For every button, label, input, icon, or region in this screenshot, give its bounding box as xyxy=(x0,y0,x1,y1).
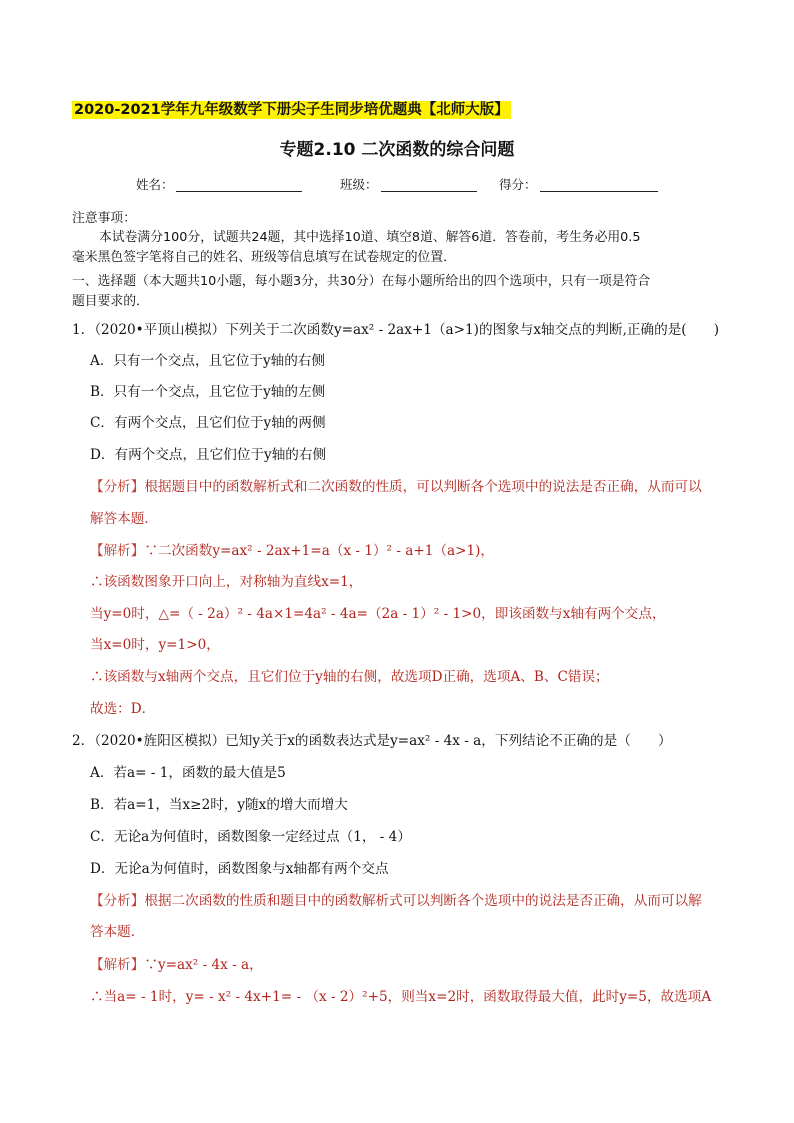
q2-solution-text: ∵y=ax² - 4x - a， xyxy=(144,957,263,973)
q1-step-5: 故选：D． xyxy=(90,701,156,717)
solution-tag: 【解析】 xyxy=(90,543,145,559)
notes-heading: 注意事项： xyxy=(72,211,136,226)
q1-option-a: A．只有一个交点，且它位于y轴的右侧 xyxy=(90,353,325,369)
q1-step-3: 当x=0时，y=1>0， xyxy=(90,637,220,653)
section-heading-2: 题目要求的． xyxy=(72,294,149,309)
q1-option-d: D．有两个交点，且它们位于y轴的右侧 xyxy=(90,447,327,463)
q2-stem: 2．（2020•旌阳区模拟）已知y关于x的函数表达式是y=ax² - 4x - a，下列结论不正确的是（ ） xyxy=(72,733,672,749)
q1-stem: 1．（2020•平顶山模拟）下列关于二次函数y=ax² - 2ax+1（a>1)的图象与x轴交点的判断,正确的是( ) xyxy=(72,322,720,338)
analysis-tag: 【分析】 xyxy=(90,479,145,495)
q2-option-d: D．无论a为何值时，函数图象与x轴都有两个交点 xyxy=(90,861,389,877)
q2-solution-line xyxy=(90,955,263,975)
q1-option-b: B．只有一个交点，且它位于y轴的左侧 xyxy=(90,384,326,400)
topic-title: 专题2.10 二次函数的综合问题 xyxy=(279,140,515,160)
class-label: 班级： xyxy=(340,177,378,192)
score-field[interactable] xyxy=(540,191,658,192)
q2-option-c: C．无论a为何值时，函数图象一定经过点（1， - 4） xyxy=(90,829,411,845)
q1-analysis-text: 根据题目中的函数解析式和二次函数的性质，可以判断各个选项中的说法是否正确，从而可以 xyxy=(144,479,702,495)
q2-step-1: ∴当a= - 1时，y= - x² - 4x+1= - （x - 2）²+5，则当x=2时，函数取得最大值，此时y=5，故选项A xyxy=(90,989,712,1005)
name-field[interactable] xyxy=(176,191,302,192)
series-title: 2020-2021学年九年级数学下册尖子生同步培优题典【北师大版】 xyxy=(74,102,509,118)
q1-analysis-line-1 xyxy=(90,477,702,497)
section-heading-1: 一、选择题（本大题共10小题，每小题3分，共30分）在每小题所给出的四个选项中，只有一项是符合 xyxy=(72,274,651,289)
name-label: 姓名： xyxy=(136,177,174,192)
q2-analysis-text: 根据二次函数的性质和题目中的函数解析式可以判断各个选项中的说法是否正确，从而可以解 xyxy=(144,893,702,909)
solution-tag: 【解析】 xyxy=(90,957,145,973)
notes-line-2: 毫米黑色签字笔将自己的姓名、班级等信息填写在试卷规定的位置． xyxy=(72,250,456,265)
q2-option-b: B．若a=1，当x≥2时，y随x的增大而增大 xyxy=(90,797,348,813)
q1-analysis-line-2: 解答本题． xyxy=(90,511,158,527)
q2-option-a: A．若a= - 1，函数的最大值是5 xyxy=(90,765,286,781)
q1-step-1: ∴该函数图象开口向上，对称轴为直线x=1， xyxy=(90,574,363,590)
analysis-tag: 【分析】 xyxy=(90,893,145,909)
q1-option-c: C．有两个交点，且它们位于y轴的两侧 xyxy=(90,415,326,431)
q1-step-2: 当y=0时，△=（ - 2a）² - 4a×1=4a² - 4a=（2a - 1）² - 1>0，即该函数与x轴有两个交点， xyxy=(90,606,666,622)
q2-analysis-line-2: 答本题． xyxy=(90,924,145,940)
score-label: 得分： xyxy=(499,177,537,192)
q2-analysis-line-1 xyxy=(90,891,702,911)
q1-step-4: ∴该函数与x轴两个交点，且它们位于y轴的右侧，故选项D正确，选项A、B、C错误； xyxy=(90,669,609,685)
notes-line-1: 本试卷满分100分，试题共24题，其中选择10道、填空8道、解答6道．答卷前，考生务必用0.5 xyxy=(99,230,641,245)
q1-solution-line xyxy=(90,541,494,561)
class-field[interactable] xyxy=(381,191,477,192)
q1-solution-text: ∵二次函数y=ax² - 2ax+1=a（x - 1）² - a+1（a>1)， xyxy=(144,543,495,559)
